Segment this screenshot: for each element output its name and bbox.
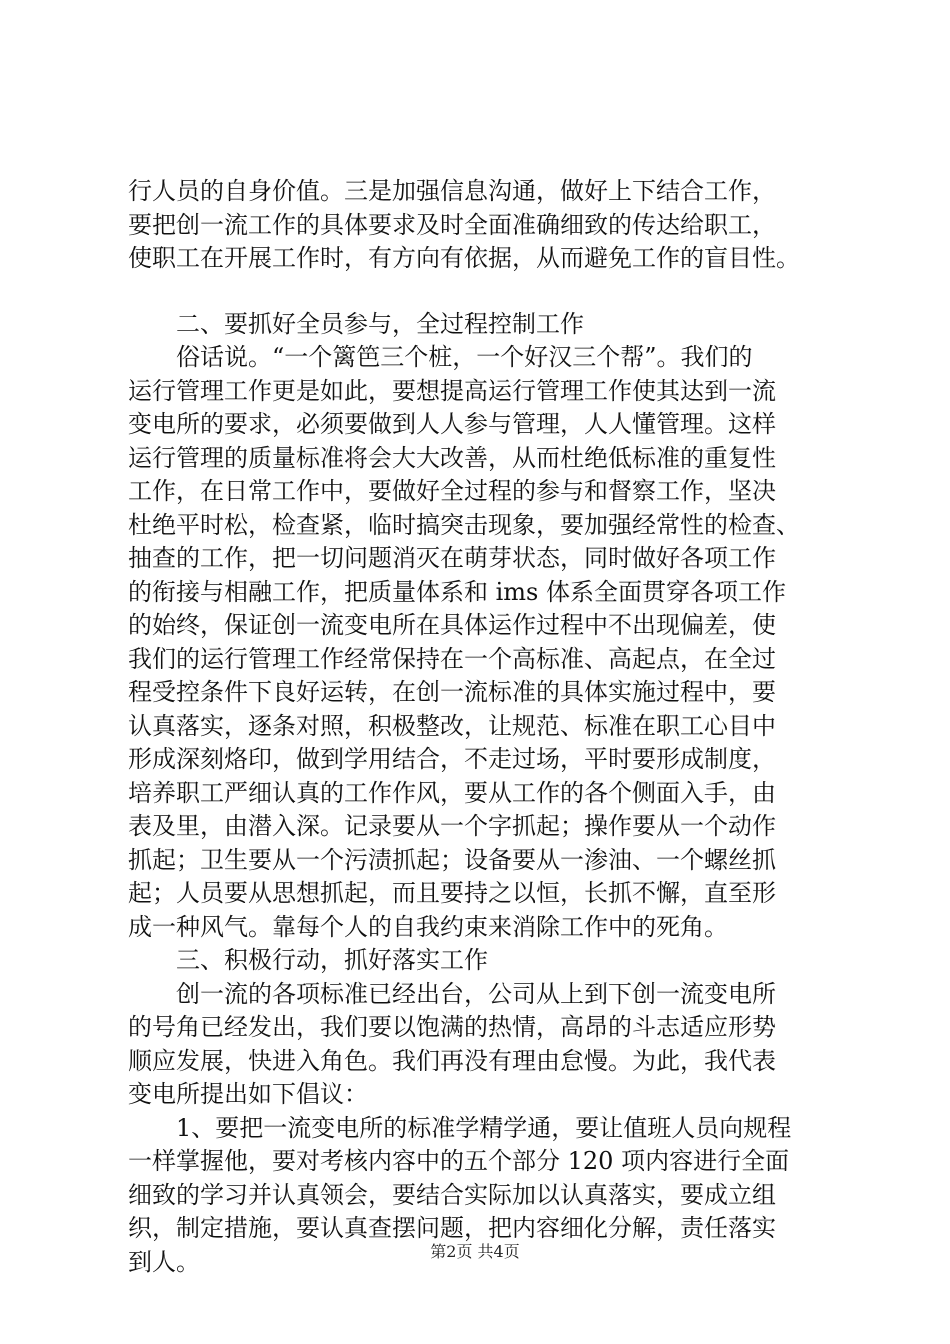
text-line: 程受控条件下良好运转，在创一流标准的具体实施过程中，要 — [128, 678, 776, 706]
section-heading-3: 三、积极行动，抓好落实工作 — [128, 946, 488, 974]
paragraph-block-2 — [128, 308, 848, 1280]
text-line: 细致的学习并认真领会，要结合实际加以认真落实，要成立组 — [128, 1180, 776, 1209]
text-line: 要把创一流工作的具体要求及时全面准确细致的传达给职工， — [128, 210, 776, 239]
text-line: 表及里，由潜入深。记录要从一个字抓起；操作要从一个动作 — [128, 812, 776, 840]
section-heading-2: 二、要抓好全员参与，全过程控制工作 — [128, 309, 584, 338]
text-line: 俗话说。“一个篱笆三个桩，一个好汉三个帮”。我们的 — [128, 343, 753, 371]
text-line: 顺应发展，快进入角色。我们再没有理由怠慢。为此，我代表 — [128, 1046, 776, 1075]
text-line: 的始终，保证创一流变电所在具体运作过程中不出现偏差，使 — [128, 611, 776, 639]
page-number-footer: 第2页 共4页 — [430, 1242, 520, 1261]
paragraph-gap — [128, 276, 848, 308]
text-line: 形成深刻烙印，做到学用结合，不走过场，平时要形成制度， — [128, 745, 776, 773]
text-line: 运行管理工作更是如此，要想提高运行管理工作使其达到一流 — [128, 376, 776, 405]
text-line: 行人员的自身价值。三是加强信息沟通，做好上下结合工作， — [128, 177, 776, 205]
text-line: 运行管理的质量标准将会大大改善，从而杜绝低标准的重复性 — [128, 443, 776, 472]
text-line: 变电所的要求，必须要做到人人参与管理，人人懂管理。这样 — [128, 410, 776, 438]
text-line: 工作，在日常工作中，要做好全过程的参与和督察工作，坚决 — [128, 477, 776, 505]
text-line: 织，制定措施，要认真查摆问题，把内容细化分解，责任落实 — [128, 1214, 776, 1242]
text-line: 抽查的工作，把一切问题消灭在萌芽状态，同时做好各项工作 — [128, 544, 776, 572]
text-line: 我们的运行管理工作经常保持在一个高标准、高起点，在全过 — [128, 644, 776, 673]
text-line: 的号角已经发出，我们要以饱满的热情，高昂的斗志适应形势 — [128, 1013, 776, 1041]
text-line: 成一种风气。靠每个人的自我约束来消除工作中的死角。 — [128, 912, 728, 941]
text-line: 使职工在开展工作时，有方向有依据，从而避免工作的盲目性。 — [128, 244, 800, 272]
text-line: 的衔接与相融工作，把质量体系和 ims 体系全面贯穿各项工作 — [128, 577, 787, 606]
text-line: 杜绝平时松，检查紧，临时搞突击现象，要加强经常性的检查、 — [128, 510, 800, 539]
text-line: 抓起；卫生要从一个污渍抓起；设备要从一渗油、一个螺丝抓 — [128, 845, 776, 874]
text-line: 到人。 — [128, 1247, 200, 1276]
text-line: 创一流的各项标准已经出台，公司从上到下创一流变电所 — [128, 979, 776, 1008]
text-line: 变电所提出如下倡议： — [128, 1080, 368, 1108]
text-line: 1、要把一流变电所的标准学精学通，要让值班人员向规程 — [128, 1113, 792, 1142]
text-line: 起；人员要从思想抓起，而且要持之以恒，长抓不懈，直至形 — [128, 879, 776, 907]
text-line: 培养职工严细认真的工作作风，要从工作的各个侧面入手，由 — [128, 778, 776, 807]
paragraph-block-1 — [128, 175, 848, 276]
text-line: 一样掌握他，要对考核内容中的五个部分 120 项内容进行全面 — [128, 1147, 790, 1175]
document-body — [128, 175, 848, 1279]
text-line: 认真落实，逐条对照，积极整改，让规范、标准在职工心目中 — [128, 711, 776, 740]
